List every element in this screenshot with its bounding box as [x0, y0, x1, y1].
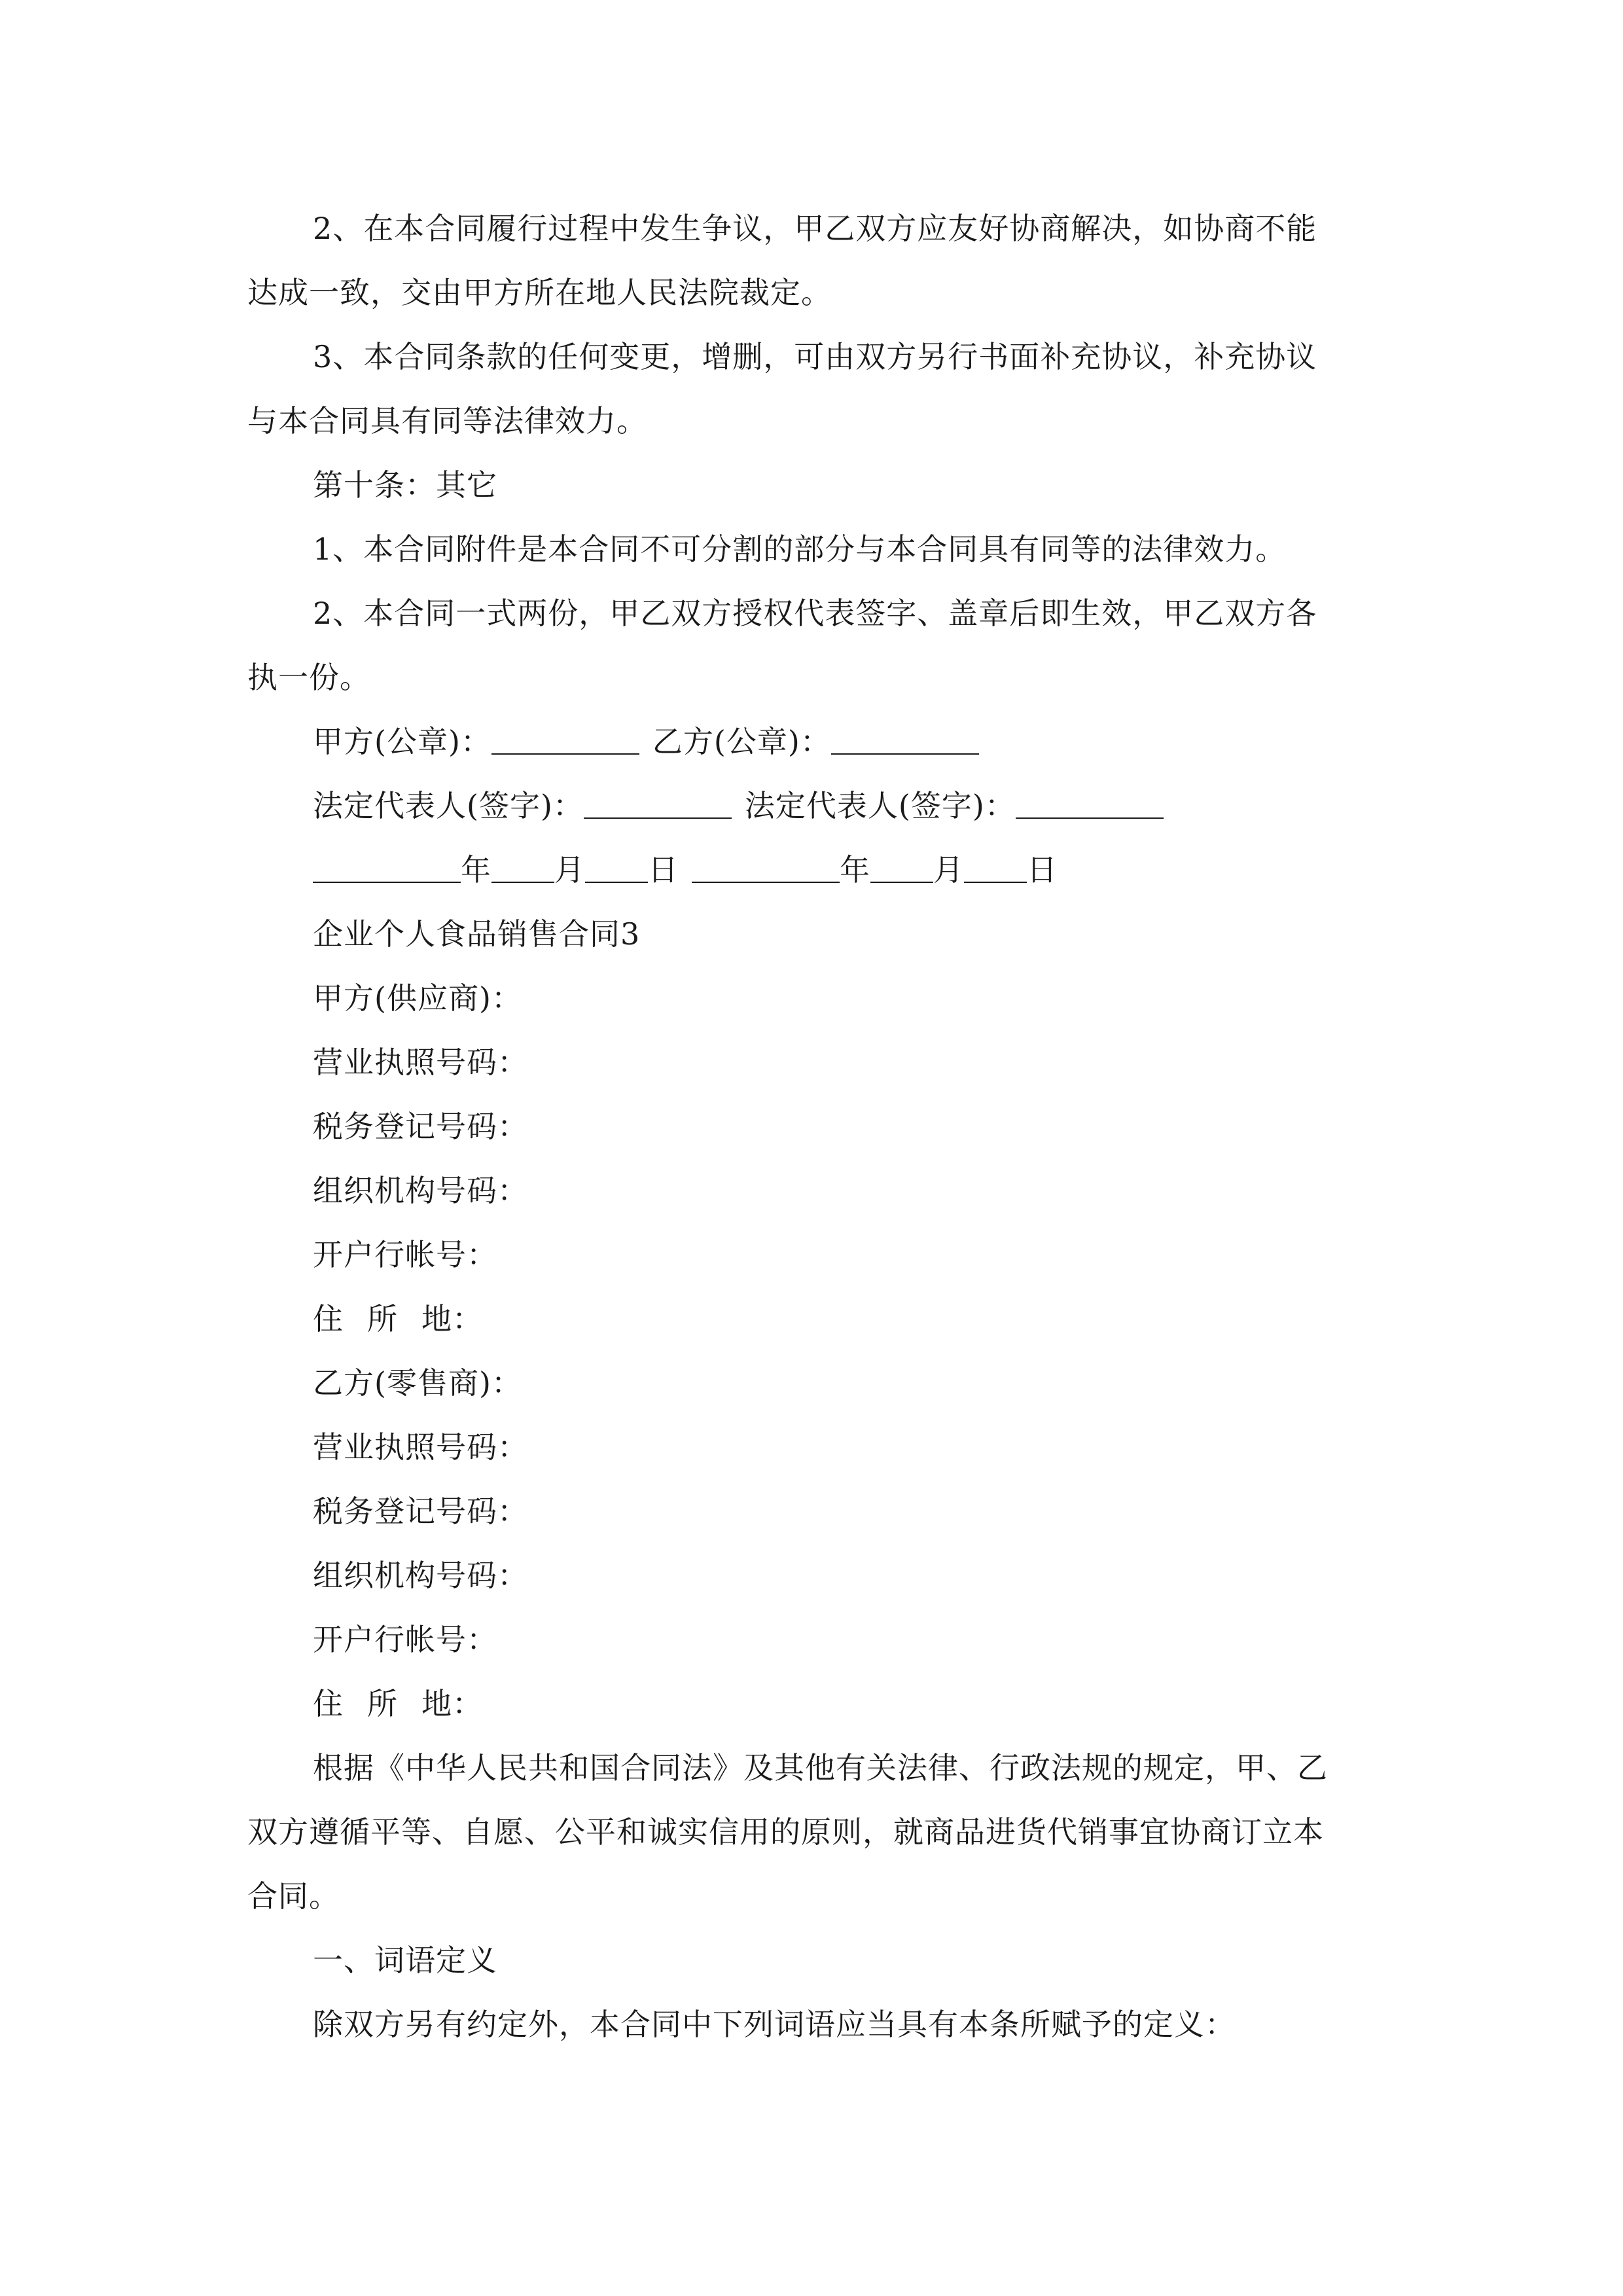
- party-a-year-label: 年: [461, 852, 491, 888]
- party-a-month-blank: [491, 855, 554, 883]
- party-b-address-char-2: 所: [367, 1686, 398, 1721]
- party-a-month-label: 月: [554, 852, 585, 888]
- party-b-tax-field: 税务登记号码：: [313, 1494, 528, 1529]
- party-b-seal-blank: [831, 727, 979, 755]
- document-body: [247, 196, 1387, 2056]
- clause-10-2-line-2: 执一份。: [247, 660, 370, 695]
- party-b-year-label: 年: [840, 852, 870, 888]
- party-b-month-label: 月: [933, 852, 964, 888]
- legal-basis-line-1: 根据《中华人民共和国合同法》及其他有关法律、行政法规的规定，甲、乙: [313, 1750, 1328, 1785]
- clause-9-2-line-1: 2、在本合同履行过程中发生争议，甲乙双方应友好协商解决，如协商不能: [313, 211, 1317, 246]
- clause-9-3-line-2: 与本合同具有同等法律效力。: [247, 403, 647, 439]
- definitions-intro: 除双方另有约定外，本合同中下列词语应当具有本条所赋予的定义：: [313, 2007, 1236, 2042]
- contract-3-title: 企业个人食品销售合同3: [313, 916, 641, 952]
- party-a-address-char-2: 所: [367, 1301, 398, 1336]
- party-a-day-label: 日: [648, 852, 679, 888]
- seal-row: [247, 709, 1387, 774]
- party-b-day-blank: [964, 855, 1027, 883]
- representative-row: [247, 774, 1387, 838]
- party-b-license-field: 营业执照号码：: [313, 1429, 528, 1465]
- party-b-address-char-3: 地：: [421, 1686, 483, 1721]
- party-a-address-char-1: 住: [313, 1301, 344, 1336]
- party-a-bank-field: 开户行帐号：: [313, 1237, 497, 1272]
- party-b-day-label: 日: [1027, 852, 1058, 888]
- party-b-rep-label: 法定代表人(签字)：: [744, 788, 1016, 823]
- party-b-bank-field: 开户行帐号：: [313, 1622, 497, 1657]
- party-a-rep-blank: [584, 791, 732, 819]
- party-b-seal-label: 乙方(公章)：: [652, 724, 831, 759]
- party-a-seal-label: 甲方(公章)：: [313, 724, 491, 759]
- party-b-month-blank: [870, 855, 933, 883]
- party-a-year-blank: [313, 855, 461, 883]
- party-b-org-field: 组织机构号码：: [313, 1558, 528, 1593]
- party-a-license-field: 营业执照号码：: [313, 1045, 528, 1080]
- party-b-address-char-1: 住: [313, 1686, 344, 1721]
- party-a-address-char-3: 地：: [421, 1301, 483, 1336]
- clause-10-2-line-1: 2、本合同一式两份，甲乙双方授权代表签字、盖章后即生效，甲乙双方各: [313, 596, 1317, 631]
- party-b-address-field: [247, 1672, 1387, 1736]
- party-a-rep-label: 法定代表人(签字)：: [313, 788, 584, 823]
- clause-10-1: 1、本合同附件是本合同不可分割的部分与本合同具有同等的法律效力。: [313, 531, 1287, 567]
- article-10-heading: 第十条：其它: [313, 467, 497, 503]
- clause-9-2-line-2: 达成一致，交由甲方所在地人民法院裁定。: [247, 275, 832, 310]
- party-a-title: 甲方(供应商)：: [313, 980, 522, 1016]
- party-b-title: 乙方(零售商)：: [313, 1365, 522, 1401]
- party-b-year-blank: [692, 855, 840, 883]
- party-a-day-blank: [585, 855, 648, 883]
- party-a-seal-blank: [491, 727, 639, 755]
- party-a-address-field: [247, 1287, 1387, 1351]
- party-b-rep-blank: [1016, 791, 1164, 819]
- party-a-org-field: 组织机构号码：: [313, 1173, 528, 1208]
- party-a-tax-field: 税务登记号码：: [313, 1109, 528, 1144]
- clause-9-3-line-1: 3、本合同条款的任何变更，增删，可由双方另行书面补充协议，补充协议: [313, 339, 1317, 374]
- section-1-heading: 一、词语定义: [313, 1943, 497, 1978]
- legal-basis-line-3: 合同。: [247, 1878, 340, 1914]
- date-row: [247, 838, 1387, 902]
- legal-basis-line-2: 双方遵循平等、自愿、公平和诚实信用的原则，就商品进货代销事宜协商订立本: [247, 1814, 1324, 1850]
